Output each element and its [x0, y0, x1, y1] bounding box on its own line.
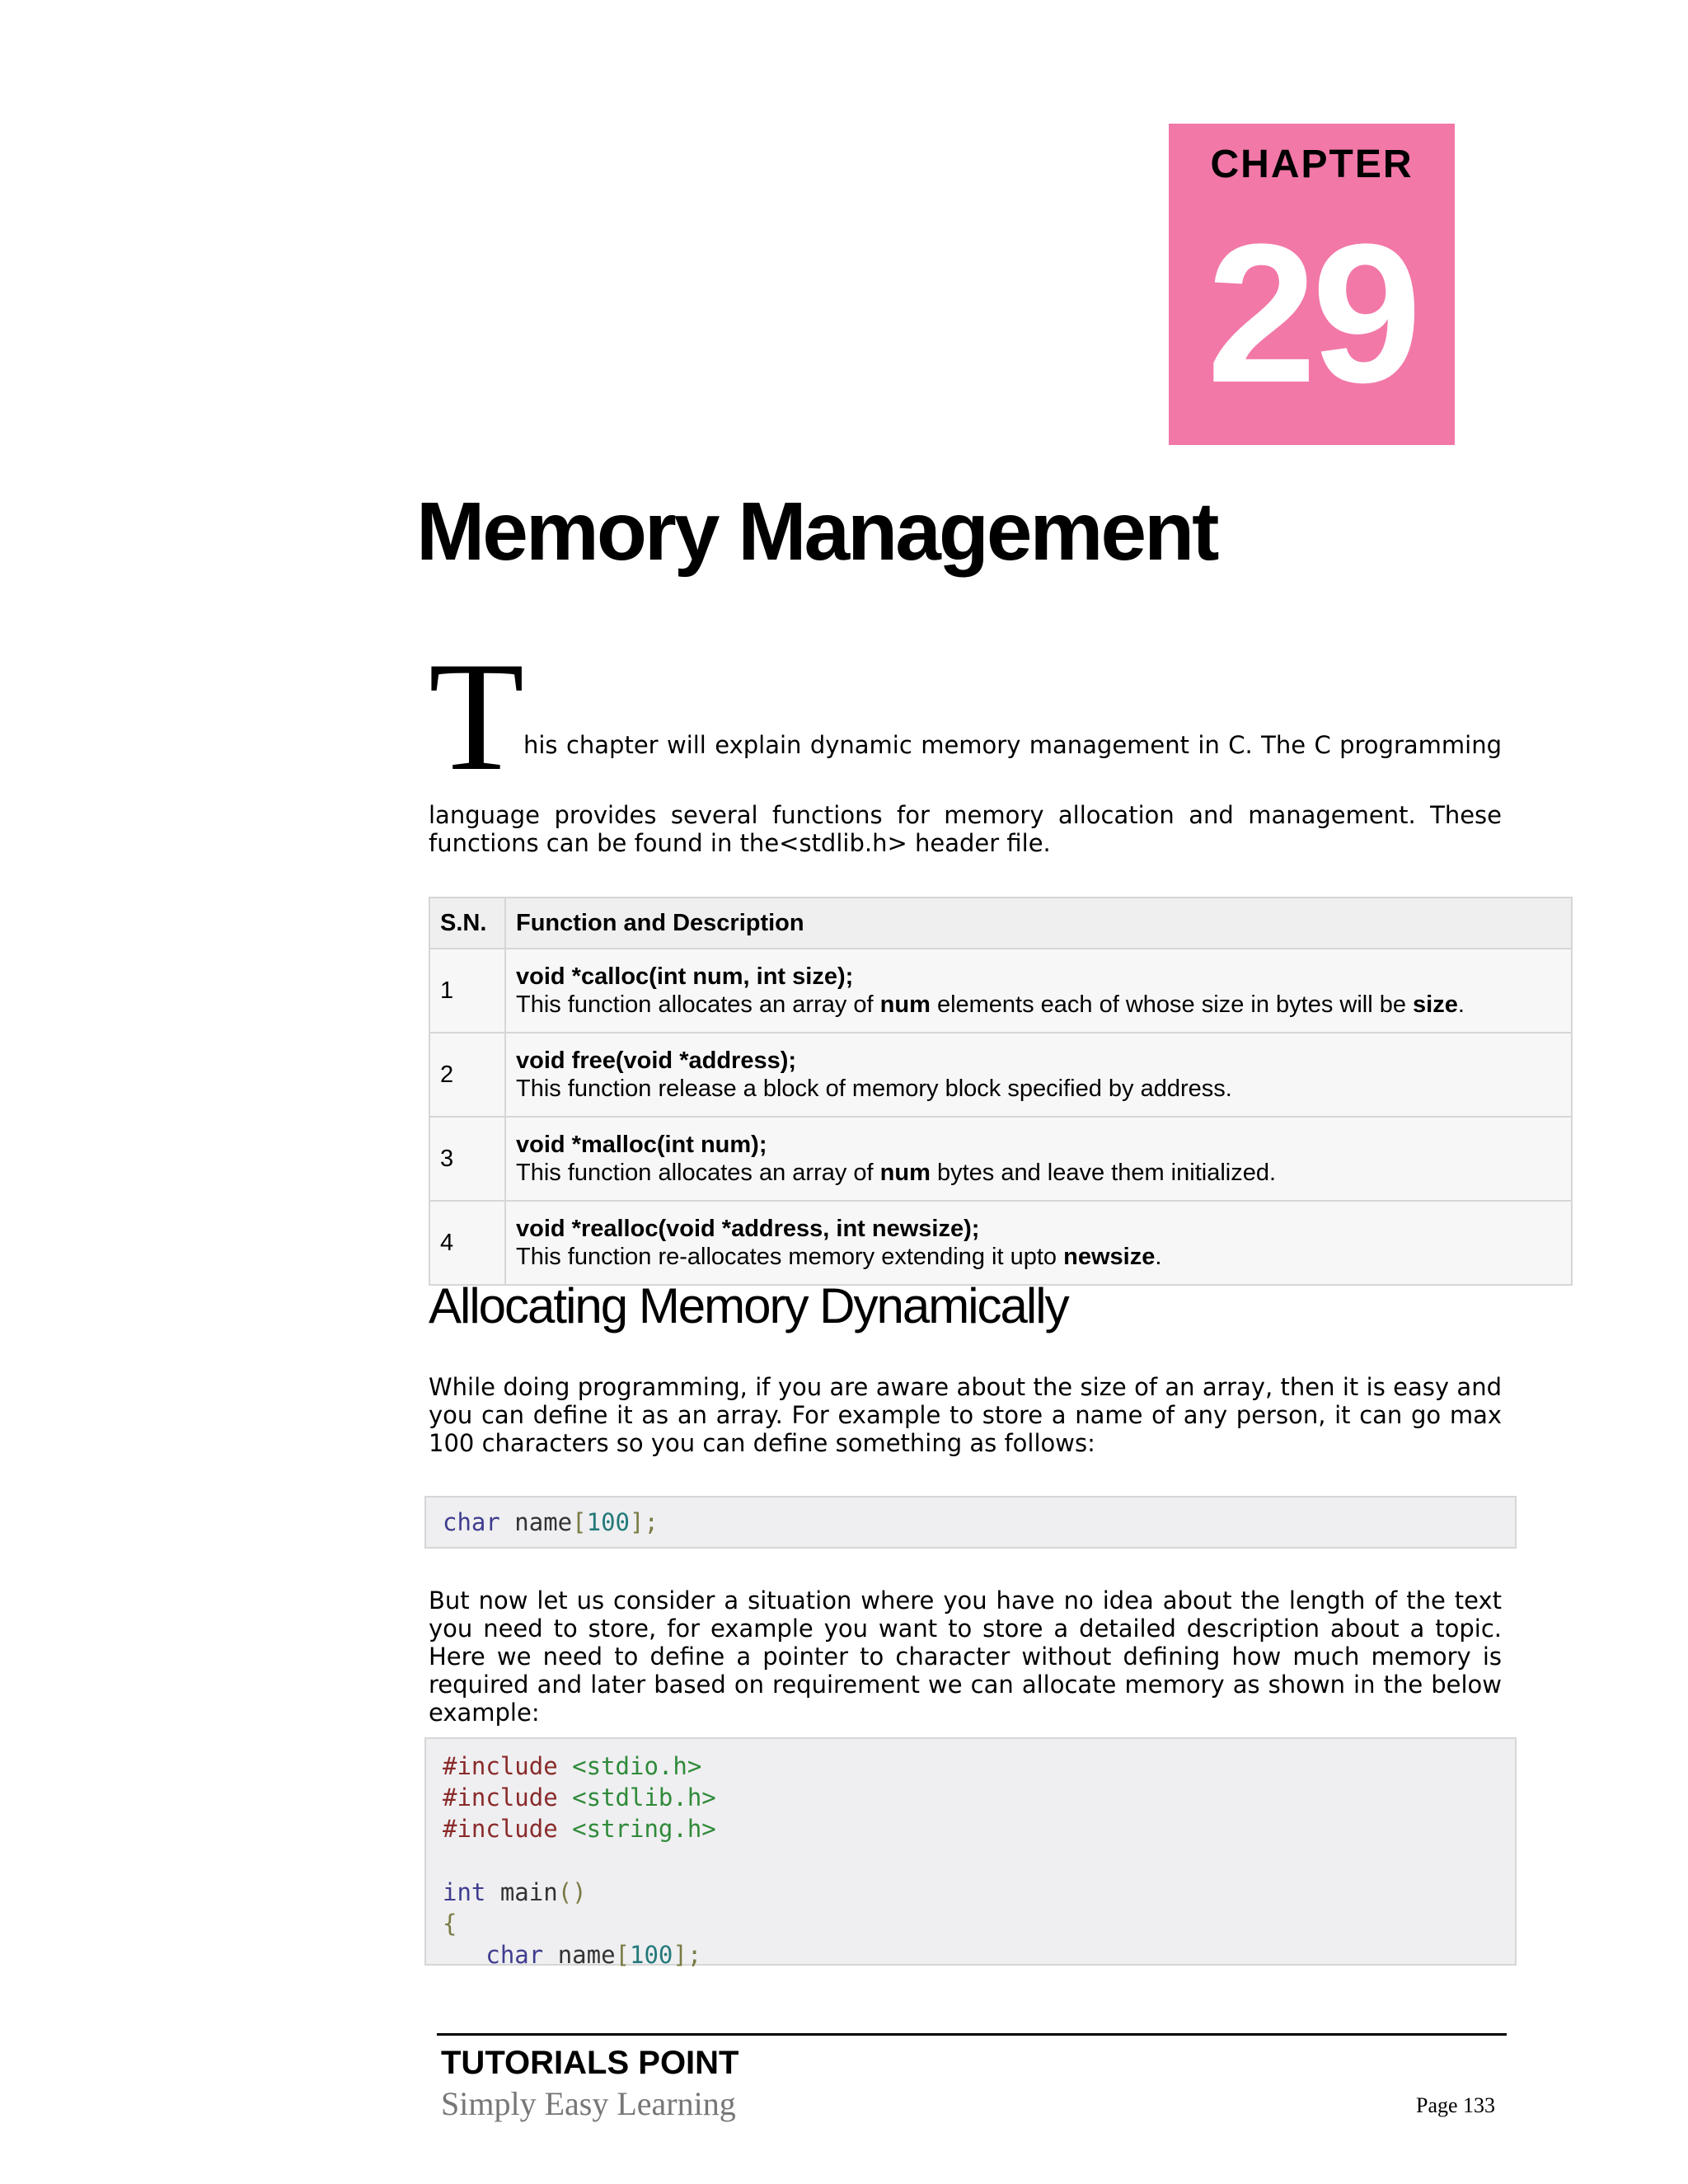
code-line: [443, 1752, 701, 1780]
code-header: <stdlib.h>: [557, 1783, 716, 1811]
chapter-badge: [1169, 124, 1455, 445]
code-block-example: [424, 1737, 1517, 1969]
table-row: [429, 1201, 1572, 1285]
code-directive: #include: [443, 1752, 558, 1780]
section-heading: Allocating Memory Dynamically: [429, 1278, 1068, 1333]
code-brace: {: [443, 1910, 457, 1938]
desc-text: .: [1457, 991, 1465, 1018]
desc-text: This function re-allocates memory extending it upto: [516, 1244, 1064, 1270]
drop-cap: T: [429, 630, 525, 804]
row-sn: 3: [429, 1117, 505, 1201]
code-line: [443, 1878, 587, 1906]
paragraph-pointer: But now let us consider a situation where you have no idea about the length of the text you need to store, for example you want to store a detailed description about a topic. Here we need to define a pointer to character without defining how much memory is required and later based on requirement we can allocate memory as shown in the below example:: [429, 1586, 1502, 1727]
code-punct: [: [572, 1508, 587, 1536]
desc-bold: newsize: [1063, 1244, 1156, 1270]
code-line: [443, 1815, 716, 1843]
code-identifier: name: [543, 1941, 616, 1969]
function-signature: void free(void *address);: [516, 1047, 797, 1074]
table-row: [429, 949, 1572, 1033]
code-keyword: char: [485, 1941, 544, 1969]
footer-tagline: Simply Easy Learning: [441, 2085, 736, 2122]
footer-divider: [437, 2033, 1507, 2036]
table-row: [429, 1117, 1572, 1201]
function-description: [516, 991, 1561, 1019]
function-signature: void *realloc(void *address, int newsize);: [516, 1216, 980, 1242]
page-title: Memory Management: [416, 485, 1217, 578]
code-header: <string.h>: [557, 1815, 716, 1843]
code-line: [443, 1783, 716, 1811]
desc-text: bytes and leave them initialized.: [930, 1160, 1277, 1186]
row-sn: 2: [429, 1033, 505, 1117]
function-description: [516, 1243, 1561, 1271]
intro-first-line: his chapter will explain dynamic memory management in C. The C programming: [523, 731, 1502, 759]
code-directive: #include: [443, 1783, 558, 1811]
code-header: <stdio.h>: [557, 1752, 702, 1780]
header-sn: S.N.: [429, 898, 505, 949]
page-number: Page 133: [1416, 2093, 1496, 2117]
code-punct: [: [615, 1941, 631, 1969]
code-identifier: name: [499, 1508, 573, 1536]
desc-text: elements each of whose size in bytes will be: [930, 991, 1414, 1018]
intro-paragraph: language provides several functions for memory allocation and management. These functions can be found in the<stdlib.h> header file.: [429, 801, 1502, 857]
paragraph-array-size: While doing programming, if you are aware about the size of an array, then it is easy and you can define it as an array. For example to store a name of any person, it can go max 100 characters so you can define something as follows:: [429, 1373, 1502, 1457]
row-function: [505, 1033, 1572, 1117]
code-directive: #include: [443, 1815, 558, 1843]
function-description: [516, 1159, 1561, 1187]
footer-brand: TUTORIALS POINT: [441, 2045, 739, 2081]
code-keyword: int: [443, 1878, 486, 1906]
function-table: [429, 897, 1573, 1286]
code-punct: (): [557, 1878, 587, 1906]
desc-text: This function allocates an array of: [516, 1160, 880, 1186]
table-header-row: [429, 898, 1572, 949]
table-row: [429, 1033, 1572, 1117]
chapter-label: CHAPTER: [1210, 143, 1414, 186]
function-signature: void *malloc(int num);: [516, 1132, 767, 1158]
desc-text: This function allocates an array of: [516, 991, 880, 1018]
row-sn: 1: [429, 949, 505, 1033]
code-identifier: main: [485, 1878, 558, 1906]
row-function: [505, 1201, 1572, 1285]
desc-bold: size: [1413, 991, 1458, 1018]
code-keyword: char: [443, 1508, 500, 1536]
chapter-number: 29: [1207, 203, 1417, 424]
desc-bold: num: [879, 991, 931, 1018]
code-number: 100: [586, 1508, 631, 1536]
code-number: 100: [630, 1941, 673, 1969]
function-description: This function release a block of memory block specified by address.: [516, 1076, 1232, 1102]
code-line: [443, 1941, 701, 1969]
code-indent: [443, 1941, 485, 1969]
desc-bold: num: [879, 1160, 931, 1186]
row-function: [505, 949, 1572, 1033]
code-punct: ];: [673, 1941, 702, 1969]
header-function: Function and Description: [505, 898, 1572, 949]
row-sn: 4: [429, 1201, 505, 1285]
function-signature: void *calloc(int num, int size);: [516, 963, 854, 990]
code-punct: ];: [630, 1508, 659, 1536]
row-function: [505, 1117, 1572, 1201]
code-block-array: [424, 1496, 1517, 1549]
desc-text: .: [1155, 1244, 1162, 1270]
